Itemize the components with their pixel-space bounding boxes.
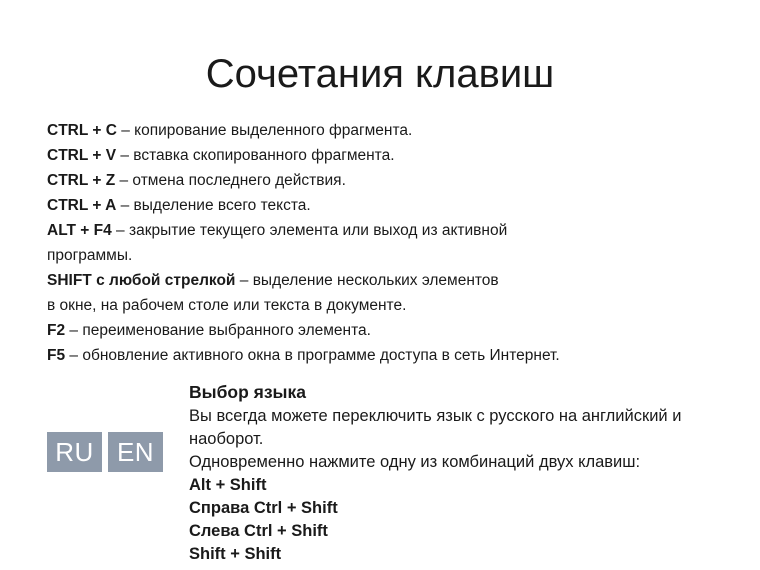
language-heading: Выбор языка	[189, 382, 306, 402]
shortcut-key: ALT + F4	[47, 222, 112, 239]
shortcut-key: F2	[47, 322, 66, 339]
shortcut-alt-f4	[47, 218, 727, 243]
shortcut-ctrl-z	[47, 168, 727, 193]
shortcut-key: CTRL + Z	[47, 172, 116, 189]
shortcut-description: в окне, на рабочем столе или текста в документе.	[47, 297, 407, 314]
shortcut-shift-arrow-continued	[47, 293, 727, 318]
shortcut-key: F5	[47, 347, 66, 364]
shortcut-alt-f4-continued	[47, 243, 727, 268]
shortcut-description: – вставка скопированного фрагмента.	[116, 147, 395, 164]
language-text-line: Одновременно нажмите одну из комбинаций двух клавиш:	[189, 453, 641, 471]
shortcut-description: – копирование выделенного фрагмента.	[116, 122, 413, 139]
ru-badge: RU	[47, 432, 102, 472]
page-title: Сочетания клавиш	[205, 52, 555, 96]
shortcut-ctrl-c	[47, 118, 727, 143]
shortcut-description: – выделение всего текста.	[116, 197, 311, 214]
en-badge: EN	[108, 432, 163, 472]
key-combination: Слева Ctrl + Shift	[189, 522, 328, 540]
language-badges	[47, 432, 163, 472]
shortcut-ctrl-v	[47, 143, 727, 168]
shortcut-f2	[47, 318, 727, 343]
shortcut-description: – переименование выбранного элемента.	[65, 322, 371, 339]
shortcut-ctrl-a	[47, 193, 727, 218]
shortcut-key: CTRL + C	[47, 122, 117, 139]
key-combination: Alt + Shift	[189, 476, 267, 494]
key-combination: Справа Ctrl + Shift	[189, 499, 338, 517]
language-section	[189, 380, 749, 566]
shortcut-description: программы.	[47, 247, 133, 264]
shortcut-list	[47, 118, 727, 368]
shortcut-key: CTRL + V	[47, 147, 117, 164]
language-text-line: наоборот.	[189, 430, 264, 448]
shortcut-f5	[47, 343, 727, 368]
shortcut-key: CTRL + A	[47, 197, 117, 214]
shortcut-description: – выделение нескольких элементов	[235, 272, 499, 289]
shortcut-key: SHIFT с любой стрелкой	[47, 272, 236, 289]
language-text-line: Вы всегда можете переключить язык с русского на английский и	[189, 407, 682, 425]
shortcut-description: – отмена последнего действия.	[115, 172, 346, 189]
shortcut-description: – обновление активного окна в программе доступа в сеть Интернет.	[65, 347, 560, 364]
key-combination: Shift + Shift	[189, 545, 282, 563]
shortcut-shift-arrow	[47, 268, 727, 293]
shortcut-description: – закрытие текущего элемента или выход из активной	[111, 222, 508, 239]
